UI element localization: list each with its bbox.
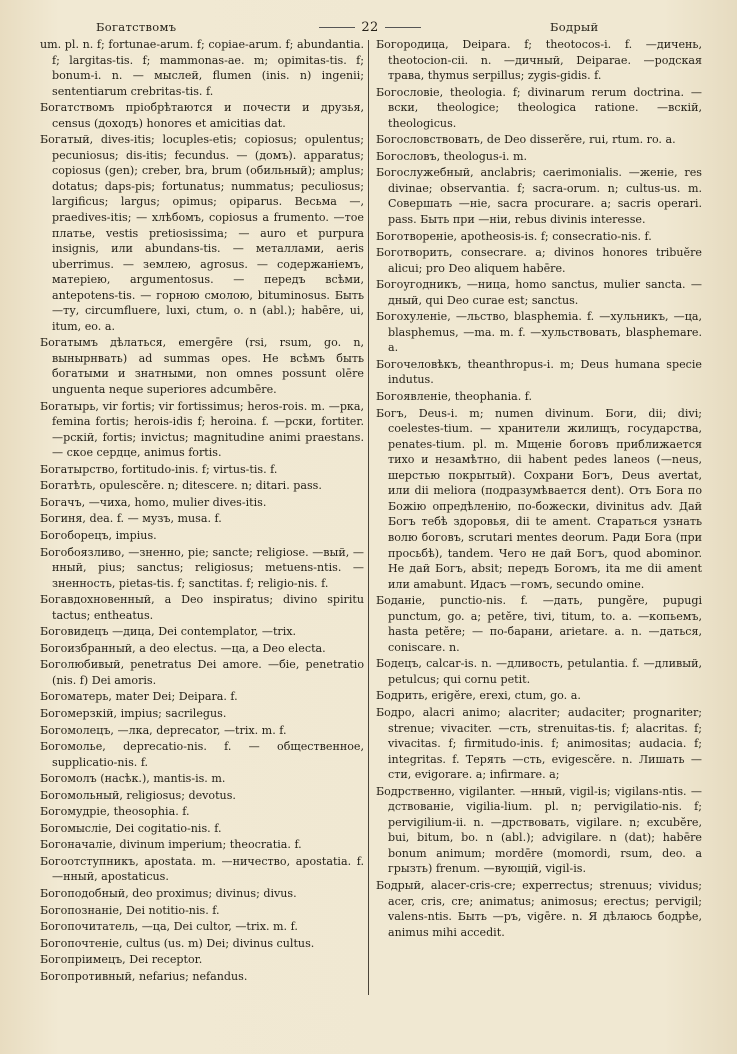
dictionary-entry: Богиня, dea. f. — музъ, musa. f.: [40, 512, 222, 526]
dictionary-entry: Богоугодникъ, —ница, homo sanctus, mulier sancta. —дный, qui Deo curae est; sanctus.: [376, 278, 702, 307]
dictionary-entry: Богатствомъ пріобрѣтаются и почести и друзья, census (доходъ) honores et amicitias dat.: [40, 101, 364, 130]
dictionary-entry: Богопочтеніе, cultus (us. m) Dei; divinus cultus.: [40, 936, 315, 950]
dictionary-entry: Богоподобный, deo proximus; divinus; divus.: [40, 886, 297, 900]
dictionary-entry: Богобоязливо, —зненно, pie; sancte; religiose. —вый, —нный, pius; sanctus; religiosus; metuens-ntis. —зненность, pietas-tis. f; sanctitas. f; religio-nis. f.: [40, 545, 364, 590]
dictionary-entry: Богатырство, fortitudo-inis. f; virtus-tis. f.: [40, 462, 278, 476]
dictionary-entry: Бодецъ, calcar-is. n. —дливость, petulantia. f. —дливый, petulcus; qui cornu petit.: [376, 657, 702, 686]
dictionary-entry: Богоборецъ, impius.: [40, 528, 157, 542]
dictionary-entry: Богоявленіе, theophania. f.: [376, 390, 533, 404]
dictionary-entry: Бодрый, alacer-cris-cre; experrectus; strenuus; vividus; acer, cris, cre; animatus; animosus; erectus; pervigil; valens-ntis. Быть —ръ, vigēre. n. Я дѣлаюсь бодрѣе, animus mihi accedit.: [376, 878, 702, 939]
dictionary-entry: Богомолецъ, —лка, deprecator, —trix. m. f.: [40, 723, 287, 737]
dictionary-entry: Боданіе, punctio-nis. f. —дать, pungĕre, pupugi punctum, go. a; petĕre, tivi, titum, to. a. —копьемъ, hasta petĕre; — по-барани, arietare. a. n. —даться, coniscare. n.: [376, 594, 702, 654]
right-column: [376, 37, 702, 941]
dictionary-entry: Богавдохновенный, a Deo inspiratus; divino spiritu tactus; entheatus.: [40, 593, 364, 622]
dictionary-entry: Богомысліе, Dei cogitatio-nis. f.: [40, 821, 222, 835]
dictionary-entry: Бодро, alacri animo; alacriter; audaciter; prognariter; strenue; vivaciter. —сть, strenuitas-tis. f; alacritas. f; vivacitas. f; firmitudo-inis. f; animositas; audacia. f; integritas. f. Терять —сть, evigescĕre. n. Лишать —сти, evigorare. a; infirmare. a;: [376, 705, 702, 782]
dictionary-entry: Богопріимецъ, Dei receptor.: [40, 953, 203, 967]
dictionary-entry: Богохуленіе, —льство, blasphemia. f. —хульникъ, —ца, blasphemus, —ma. m. f. —хульствовать, blasphemare. a.: [376, 310, 702, 355]
dictionary-entry: Богослужебный, anclabris; caerimonialis. —женіе, res divinae; observantia. f; sacra-orum. n; cultus-us. m. Совершать —ніе, sacra procurare. a; sacris operari. pass. Быть при —ніи, rebus divinis interesse.: [376, 166, 702, 227]
dictionary-entry: Богатымъ дѣлаться, emergēre (rsi, rsum, go. n, вынырнвать) ad summas opes. Не всѣмъ быть богатыми и знатными, non omnes possunt olēre unguenta neque superiores adcumbēre.: [40, 336, 364, 397]
dictionary-entry: Богородица, Deipara. f; theotocos-i. f. —дичень, theotocion-cii. n. —дичный, Deiparae. —родская трава, thymus serpillus; zygis-gidis. f.: [376, 38, 702, 83]
header-dash-left: [319, 27, 355, 28]
dictionary-entry: Богоизбранный, a deo electus. —ца, a Deo electa.: [40, 641, 326, 655]
dictionary-entry: Богомерзкій, impius; sacrilegus.: [40, 706, 227, 720]
running-head-right: Бодрый: [550, 20, 599, 34]
dictionary-entry: Бодрственно, vigilanter. —нный, vigil-is; vigilans-ntis. —дствованіе, vigilia-lium. pl. n; pervigilatio-nis. f; pervigilium-ii. n. —дрствовать, vigilare. n; excubĕre, bui, bitum, bo. n (abl.); advigilare. n (dat); habēre bonum animum; mordēre (momordi, rsum, deo. a грызть) frenum. —вующій, vigil-is.: [376, 784, 702, 876]
dictionary-entry: Боготворить, consecrare. a; divinos honores tribuĕre alicui; pro Deo aliquem habēre.: [376, 246, 702, 275]
dictionary-entry: Богопознаніе, Dei notitio-nis. f.: [40, 903, 220, 917]
dictionary-entry: Бодрить, erigĕre, erexi, ctum, go. a.: [376, 689, 581, 703]
dictionary-entry: Богомолье, deprecatio-nis. f. — общественное, supplicatio-nis. f.: [40, 740, 364, 769]
column-divider: [368, 40, 369, 995]
dictionary-entry: Богопочитатель, —ца, Dei cultor, —trix. m. f.: [40, 920, 298, 934]
dictionary-entry: Богословствовать, de Deo disserĕre, rui, rtum. ro. a.: [376, 133, 676, 147]
left-column: [40, 37, 364, 985]
page-number: [300, 20, 440, 35]
dictionary-entry: Богатѣть, opulescĕre. n; ditescere. n; ditari. pass.: [40, 479, 322, 493]
dictionary-entry: Богословіе, theologia. f; divinarum rerum doctrina. — вски, theologice; theologica ratione. —вскій, theologicus.: [376, 85, 702, 130]
dictionary-entry: Боголюбивый, penetratus Dei amore. —біе, penetratio (nis. f) Dei amoris.: [40, 658, 364, 687]
header-dash-right: [385, 27, 421, 28]
dictionary-entry: um. pl. n. f; fortunae-arum. f; copiae-arum. f; abundantia. f; largitas-tis. f; mammonas-ae. m; opimitas-tis. f; bonum-i. n. — мыслей, flumen (inis. n) ingenii; sententiarum crebritas-tis. f.: [40, 38, 364, 98]
dictionary-entry: Боготвореніе, apotheosis-is. f; consecratio-nis. f.: [376, 229, 652, 243]
dictionary-entry: Богачъ, —чиха, homo, mulier dives-itis.: [40, 495, 267, 509]
dictionary-entry: Богомольный, religiosus; devotus.: [40, 788, 236, 802]
dictionary-entry: Богоначаліе, divinum imperium; theocratia. f.: [40, 838, 302, 852]
dictionary-entry: Богомолъ (насѣк.), mantis-is. m.: [40, 772, 226, 786]
dictionary-entry: Богатый, dives-itis; locuples-etis; copiosus; opulentus; pecuniosus; dis-itis; fecundus. — (домъ). apparatus; copiosus (gen); creber, bra, brum (обильный); amplus; dotatus; daps-pis; fortunatus; nummatus; peculiosus; largificus; largus; opimus; opiparus. Весьма —, praedives-itis; — хлѣбомъ, copiosus a frumento. —тое платье, vestis pretiosissima; — auro et purpura insignis, или abundans-tis. — металлами, aeris uberrimus. — землею, agrosus. — содержаніемъ, матеріею, argumentosus. — передъ всѣми, antepotens-tis. — горною смолою, bituminosus. Быть —ту, circumfluere, luxi, ctum, o. n (abl.); habēre, ui, itum, eo. a.: [40, 133, 364, 333]
dictionary-entry: Богословъ, theologus-i. m.: [376, 149, 528, 163]
dictionary-entry: Богоматерь, mater Dei; Deipara. f.: [40, 690, 238, 704]
dictionary-entry: Богатырь, vir fortis; vir fortissimus; heros-rois. m. —рка, femina fortis; herois-idis f; heroina. f. —рски, fortiter. —рскій, fortis; invictus; magnitudine animi praestans. — ское сердце, animus fortis.: [40, 399, 364, 460]
dictionary-entry: Богъ, Deus-i. m; numen divinum. Боги, dii; divi; coelestes-tium. — хранители жилищъ, государства, penates-tium. pl. m. Мщеніе боговъ приближается тихо и незамѣтно, dii habent pedes laneos (—neus, шерстью покрытый). Сохрани Богъ, Deus avertat, или dii meliora (подразумѣвается dent). Отъ Бога по Божію опредѣленію, по-божески, divinitus adv. Дай Богъ тебѣ здоровья, dii te ament. Стараться узнать волю боговъ, scrutari mentes deorum. Ради Бога (при просьбѣ), tandem. Чего не дай Богъ, quod abominor. Не дай Богъ, absit; передъ Богомъ, ita me dii ament или amabunt. Идасъ —гомъ, secundo omine.: [376, 406, 702, 591]
running-head-left: Богатствомъ: [96, 20, 177, 34]
dictionary-entry: Богочеловѣкъ, theanthropus-i. m; Deus humana specie indutus.: [376, 357, 702, 387]
dictionary-entry: Боговидецъ —дица, Dei contemplator, —trix.: [40, 625, 297, 639]
page-number-text: 22: [361, 20, 379, 35]
dictionary-entry: Богомудріе, theosophia. f.: [40, 805, 190, 819]
dictionary-entry: Богопротивный, nefarius; nefandus.: [40, 969, 248, 983]
dictionary-entry: Богоотступникъ, apostata. m. —ничество, apostatia. f. —нный, apostaticus.: [40, 854, 364, 884]
